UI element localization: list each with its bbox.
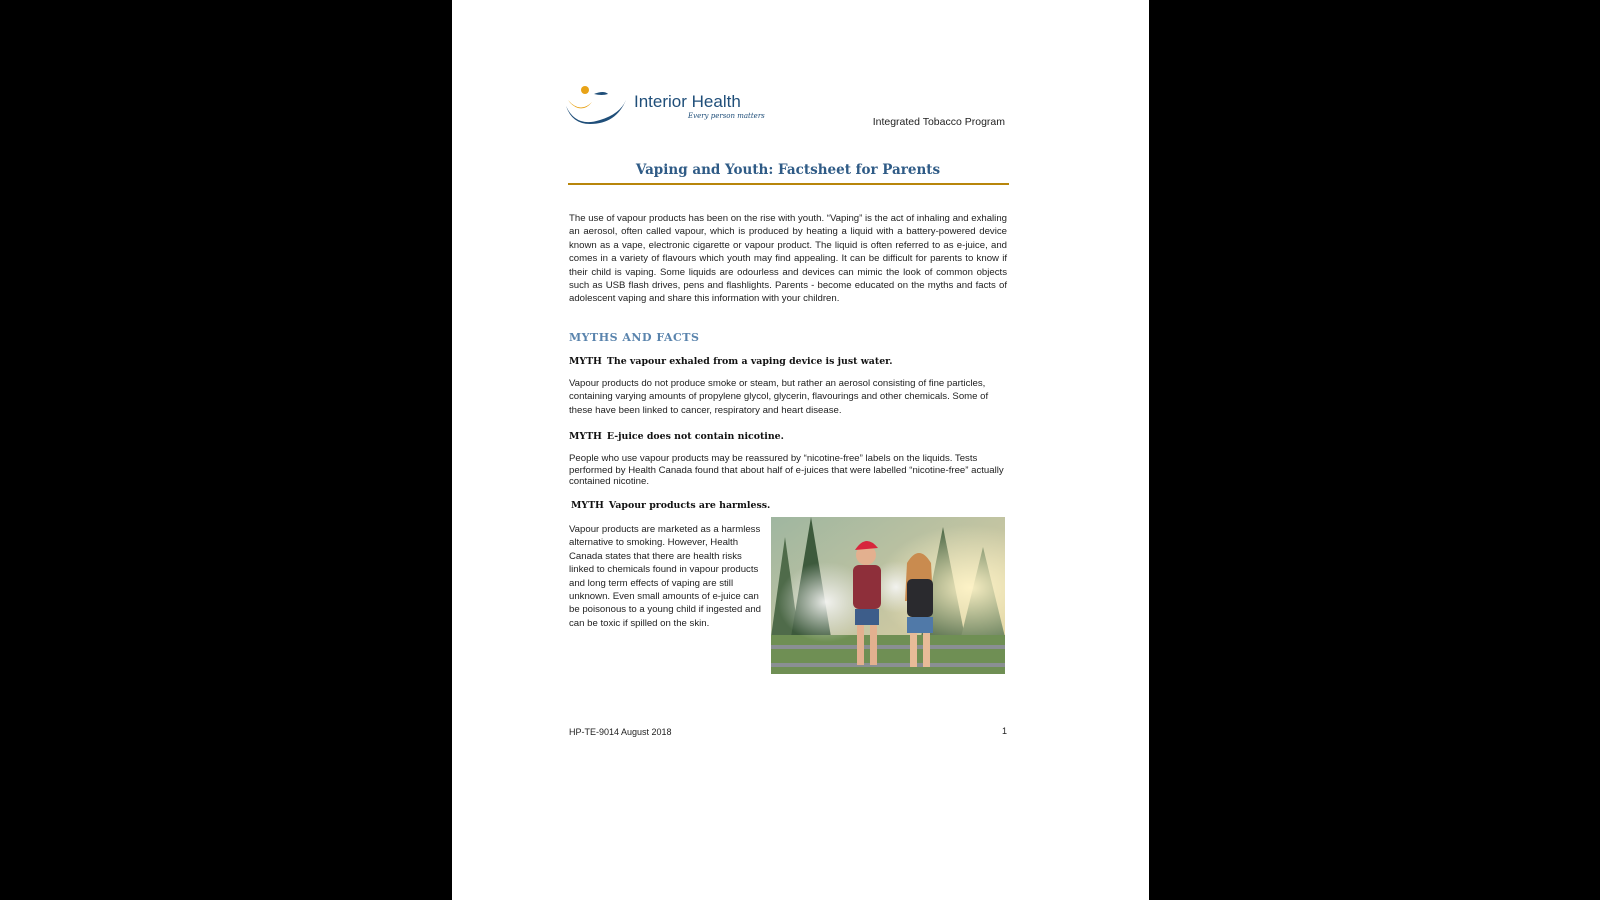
myth-statement: E-juice does not contain nicotine. (606, 431, 784, 442)
myth-heading (569, 431, 784, 442)
document-title: Vaping and Youth: Factsheet for Parents (635, 162, 941, 178)
intro-paragraph: The use of vapour products has been on the rise with youth. “Vaping” is the act of inhaling and exhaling an aerosol, often called vapour, which is produced by heating a liquid with a battery-powered device known as a vape, electronic cigarette or vapour product. The liquid is often referred to as e-juice, and comes in a variety of flavours which youth may find appealing. It can be difficult for parents to know if their child is vaping. Some liquids are odourless and devices can mimic the look of common objects such as USB flash drives, pens and flashlights. Parents - become educated on the myths and facts of adolescent vaping and share this information with your children. (569, 213, 1007, 305)
title-divider (568, 183, 1009, 185)
page-number: 1 (1002, 726, 1008, 736)
myth-heading (569, 356, 893, 367)
logo-wordmark: Interior Health (634, 92, 741, 111)
teens-vaping-photo (771, 517, 1005, 674)
myth-statement: Vapour products are harmless. (608, 500, 771, 511)
myth-tag: MYTH (571, 500, 604, 511)
document-page (452, 0, 1149, 900)
interior-health-logo (564, 84, 765, 128)
logo-figure-icon (564, 84, 628, 128)
myth-tag: MYTH (569, 431, 602, 442)
fact-paragraph: Vapour products do not produce smoke or steam, but rather an aerosol consisting of fine particles, containing varying amounts of propylene glycol, glycerin, flavourings and other chemicals. Some of these have been linked to cancer, respiratory and heart disease. (569, 378, 989, 416)
logo-tagline: Every person matters (688, 112, 765, 120)
fact-paragraph: People who use vapour products may be reassured by “nicotine-free” labels on the liquids. Tests performed by Health Canada found that about half of e-juices that were labelled “nicotine-free” actually contained nicotine. (569, 453, 1004, 488)
section-heading: MYTHS AND FACTS (569, 331, 700, 344)
myth-tag: MYTH (569, 356, 602, 367)
program-name: Integrated Tobacco Program (872, 116, 1005, 128)
myth-statement: The vapour exhaled from a vaping device is just water. (606, 356, 893, 367)
myth-heading (571, 500, 770, 511)
document-code: HP-TE-9014 August 2018 (569, 727, 672, 737)
fact-paragraph: Vapour products are marketed as a harmless alternative to smoking. However, Health Canada states that there are health risks linked to chemicals found in vapour products and long term effects of vaping are still unknown. Even small amounts of e-juice can be poisonous to a young child if ingested and can be toxic if spilled on the skin. (569, 524, 762, 629)
